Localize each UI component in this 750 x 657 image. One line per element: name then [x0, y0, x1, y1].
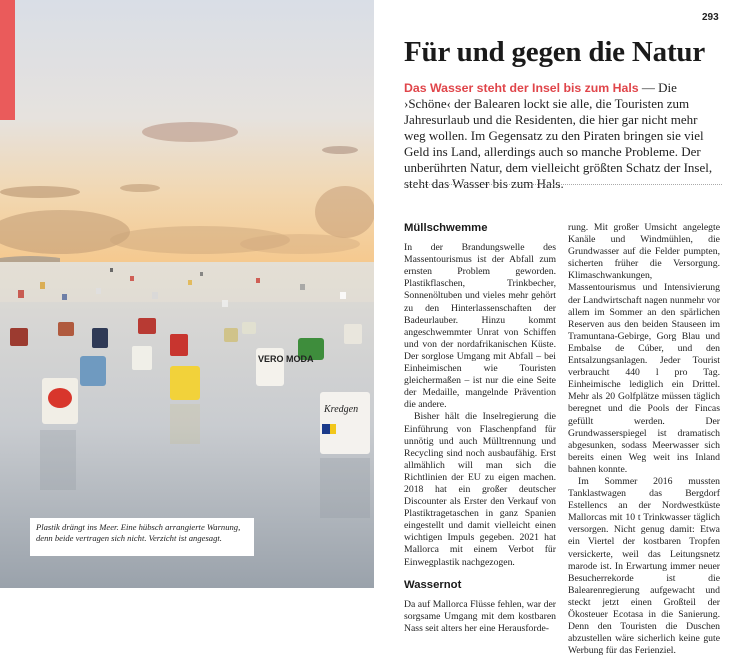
bag-label-vero-moda: VERO MODA [258, 354, 314, 364]
section-heading-wassernot: Wassernot [404, 578, 462, 591]
page-title: Für und gegen die Natur [404, 36, 706, 68]
intro-text: — Die ›Schöne‹ der Balearen lockt sie alle, die Touristen zum Jahresurlaub und die Residenten, die hier gar nicht mehr weg wollen. Im Gegensatz zu den Piraten bringen sie viel Geld ins Land, allerdings auch so manche Probleme. Der unberührten Natur, dem vielleicht größten Schatz der Insel, steht das Wasser bis zum Hals. [404, 80, 713, 191]
bag-label-kredgen: Kredgen [324, 404, 359, 415]
section-heading-muellschwemme: Müllschwemme [404, 222, 488, 234]
paragraph: Bisher hält die Inselregierung die Einführung von Flaschenpfand für unnötig und auch Mülltrennung und Recycling sind noch ausbaufähig. Erst allmählich will man sich die Richtlinien der EU zu eigen machen. 2018 hat ein großer deutscher Discounter als Erster den Verkauf von Plastiktragetaschen in ganz Spanien eingestellt und damit vielleicht einen wichtigen Impuls gegeben. 2021 hat Mallorca mit einem Verbot für Einwegplastik nachgezogen. [404, 411, 556, 568]
intro-paragraph [404, 80, 722, 192]
chapter-color-tab [0, 0, 15, 120]
text-column-left [404, 222, 556, 635]
photo-plastic-bags-in-sea [0, 0, 374, 588]
divider [404, 184, 722, 185]
photo-caption: Plastik drängt ins Meer. Eine hübsch arrangierte Warnung, denn beide vertragen sich nicht. Verzicht ist angesagt. [30, 518, 254, 556]
paragraph-wassernot-start: Da auf Mallorca Flüsse fehlen, war der sorgsame Umgang mit dem kostbaren Nass seit alters her eine Herausforde- [404, 598, 556, 634]
paragraph: In der Brandungswelle des Massentourismus ist der Abfall zum ernsten Problem geworden. Plastikflaschen, Trinkbecher, Sonnenöltuben und vieles mehr gehört zu den Hinterlassenschaften der Badeurlauber. Hinzu kommt angeschwemmter Unrat von Schiffen und von der nordafrikanischen Küste. Der sorglose Umgang mit Abfall – bei Einheimischen wie Touristen gleichermaßen – ist nur die eine Seite der Medaille, mangelnde Prävention die andere. [404, 242, 556, 411]
paragraph: Im Sommer 2016 mussten Tanklastwagen das Bergdorf Estellencs an der Nordwestküste Mallorcas mit 10 t Trinkwasser täglich versorgen. Nicht genug damit: Etwa ein Viertel der kostbaren Tropfen versickerte, weil das Leitungsnetz marode ist. In Erwartung immer neuer Besucherrekorde ist die Balearenregierung aufgewacht und steckt jetzt einen Großteil der Ökosteuer Ecotasa in die Sanierung. Denn den Touristen die Duschen abzustellen wäre sicherlich keine gute Werbung für das Ferienziel. [568, 475, 720, 657]
paragraph-wassernot-continued: rung. Mit großer Umsicht angelegte Kanäle und Windmühlen, die Grundwasser auf die Felder pumpten, sicherten früher die Versorgung. Klimaschwankungen, Massentourismus und Intensivierung der Landwirtschaft nagen nunmehr vor allem im Sommer an den spärlichen Reserven aus den beiden Stauseen im Tramuntana-Gebirge, Gorg Blau und Embalse de Cúber, und den Entsalzungsanlagen. Jeder Tourist verbraucht 440 l pro Tag. Einheimische lediglich ein Drittel. Mehr als 20 Golfplätze müssen täglich beregnet und die Pools der Fincas gefüllt werden. Der Grundwasserspiegel ist dramatisch abgesunken, sodass Meerwasser sich bereits einen Weg weit ins Inland bahnen konnte. [568, 222, 720, 475]
text-column-right [568, 222, 720, 657]
intro-lead: Das Wasser steht der Insel bis zum Hals [404, 81, 639, 95]
photo-illustration [0, 0, 374, 588]
page-number: 293 [702, 12, 719, 23]
